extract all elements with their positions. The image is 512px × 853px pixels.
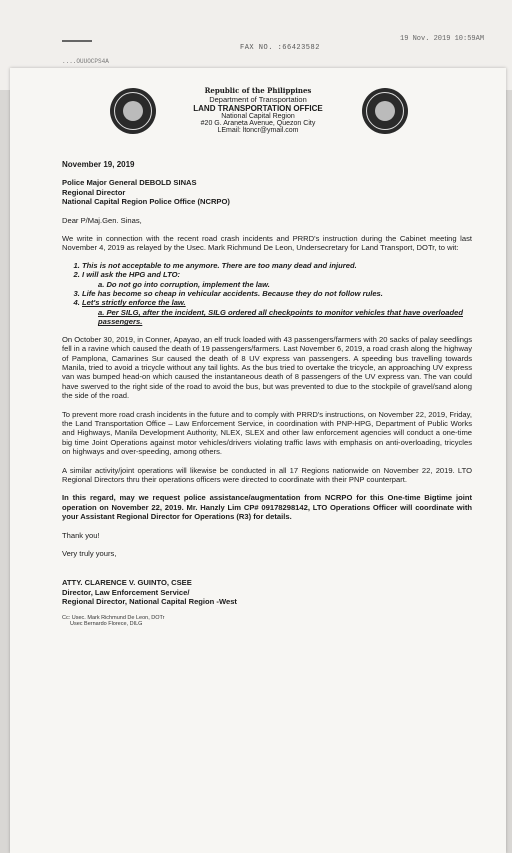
addressee-title: Regional Director <box>62 187 126 197</box>
signatory-title-2: Regional Director, National Capital Region -West <box>62 597 237 607</box>
instruction-item-1: 1. This is not acceptable to me anymore. There are too many dead and injured. <box>82 261 472 270</box>
instruction-item-3: 3. Life has become so cheap in vehicular accidents. Because they do not follow rules. <box>82 289 472 298</box>
instruction-list <box>62 261 472 280</box>
addressee-office: National Capital Region Police Office (NCRPO) <box>62 197 230 207</box>
fax-reference: ....OUUOCPS4A <box>62 58 109 65</box>
republic-line: Republic of the Philippines <box>204 86 312 95</box>
cc-line-2: Usec Bernardo Florece, DILG <box>70 621 143 628</box>
fax-number: FAX NO. :66423582 <box>240 44 320 52</box>
instruction-item-2: 2. I will ask the HPG and LTO: <box>82 270 472 279</box>
regions-paragraph: A similar activity/joint operations will likewise be conducted in all 17 Regions nationwide on November 22, 2019. LTO Regional Directors thru their operations officers were directed to coordinate with their PNP counterpart. <box>62 465 472 484</box>
department-line: Department of Transportation <box>209 95 307 104</box>
addressee-name: Police Major General DEBOLD SINAS <box>62 178 197 188</box>
instruction-list-cont <box>62 289 472 308</box>
signatory-title-1: Director, Law Enforcement Service/ <box>62 587 190 597</box>
cc-line-1: Cc: Usec. Mark Richmund De Leon, DOTr <box>62 614 165 621</box>
letterhead <box>10 86 506 134</box>
closing-line: Very truly yours, <box>62 549 117 558</box>
thanks-line: Thank you! <box>62 530 100 540</box>
instruction-subitem-2: a. Per SILG, after the incident, SILG ordered all checkpoints to monitor vehicles that have overloaded passengers. <box>98 307 464 327</box>
letter-body <box>62 160 472 628</box>
request-paragraph: In this regard, may we request police assistance/augmentation from NCRPO for this One-time Bigtime joint operation on November 22, 2019. Mr. Hanzly Lim CP# 09178298142, LTO Operations Officer will coordinate with your Assistant Regional Director for Operations (R3) for details. <box>62 493 472 522</box>
email-line: LEmail: ltoncr@ymail.com <box>217 127 299 134</box>
salutation: Dear P/Maj.Gen. Sinas, <box>62 215 142 225</box>
incident-paragraph: On October 30, 2019, in Conner, Apayao, an elf truck loaded with 43 passengers/farmers with 20 sacks of palay seedlings fell in a ravine which caused the death of 19 passengers/farmers. Last November 6, 2019, a road crash along the highway of Pamplona, Camarines Sur caused the death of 8 UV express van passengers. A speeding bus travelling towards Manila, tried to avoid a tricycle without any tail lights. As the bus tried to overtake the tricycle, an approaching UV express van was bumped head-on which caused the instantaneous death of 8 passengers of the UV express van. The van could have swerved to the right side of the road to avoid the bus, but was prevented to due to the stockpile of gravel/sand along the side of the road. <box>62 334 472 401</box>
letter-page <box>10 68 506 853</box>
signatory-name: ATTY. CLARENCE V. GUINTO, CSEE <box>62 578 192 588</box>
instruction-item-4: 4. Let's strictly enforce the law. <box>82 298 472 307</box>
letter-date: November 19, 2019 <box>62 160 135 169</box>
office-line: LAND TRANSPORTATION OFFICE <box>193 104 323 113</box>
region-line: National Capital Region <box>221 113 295 120</box>
address-line: #20 G. Araneta Avenue, Quezon City <box>200 120 316 127</box>
fax-dash <box>62 40 92 42</box>
fax-date-stamp: 19 Nov. 2019 10:59AM <box>400 35 485 43</box>
operation-paragraph: To prevent more road crash incidents in the future and to comply with PRRD's instructions, on November 22, 2019, Friday, the Land Transportation Office – Law Enforcement Service, in coordination with PNP-HPG, Department of Public Works and Highways, Manila Development Authority, NLEX, SLEX and other law enforcement agencies will conduct a one-time big time Joint Operations against motor vehicles/drivers violating traffic laws with emphasis on anti-overloading, tricycles on highways and over-speeding, among others. <box>62 409 472 457</box>
intro-paragraph: We write in connection with the recent road crash incidents and PRRD's instruction during the Cabinet meeting last November 4, 2019 as relayed by the Usec. Mark Richmund De Leon, Undersecretary for Land Transport, DOTr, to wit: <box>62 234 472 253</box>
instruction-subitem-1: a. Do not go into corruption, implement the law. <box>98 279 270 289</box>
